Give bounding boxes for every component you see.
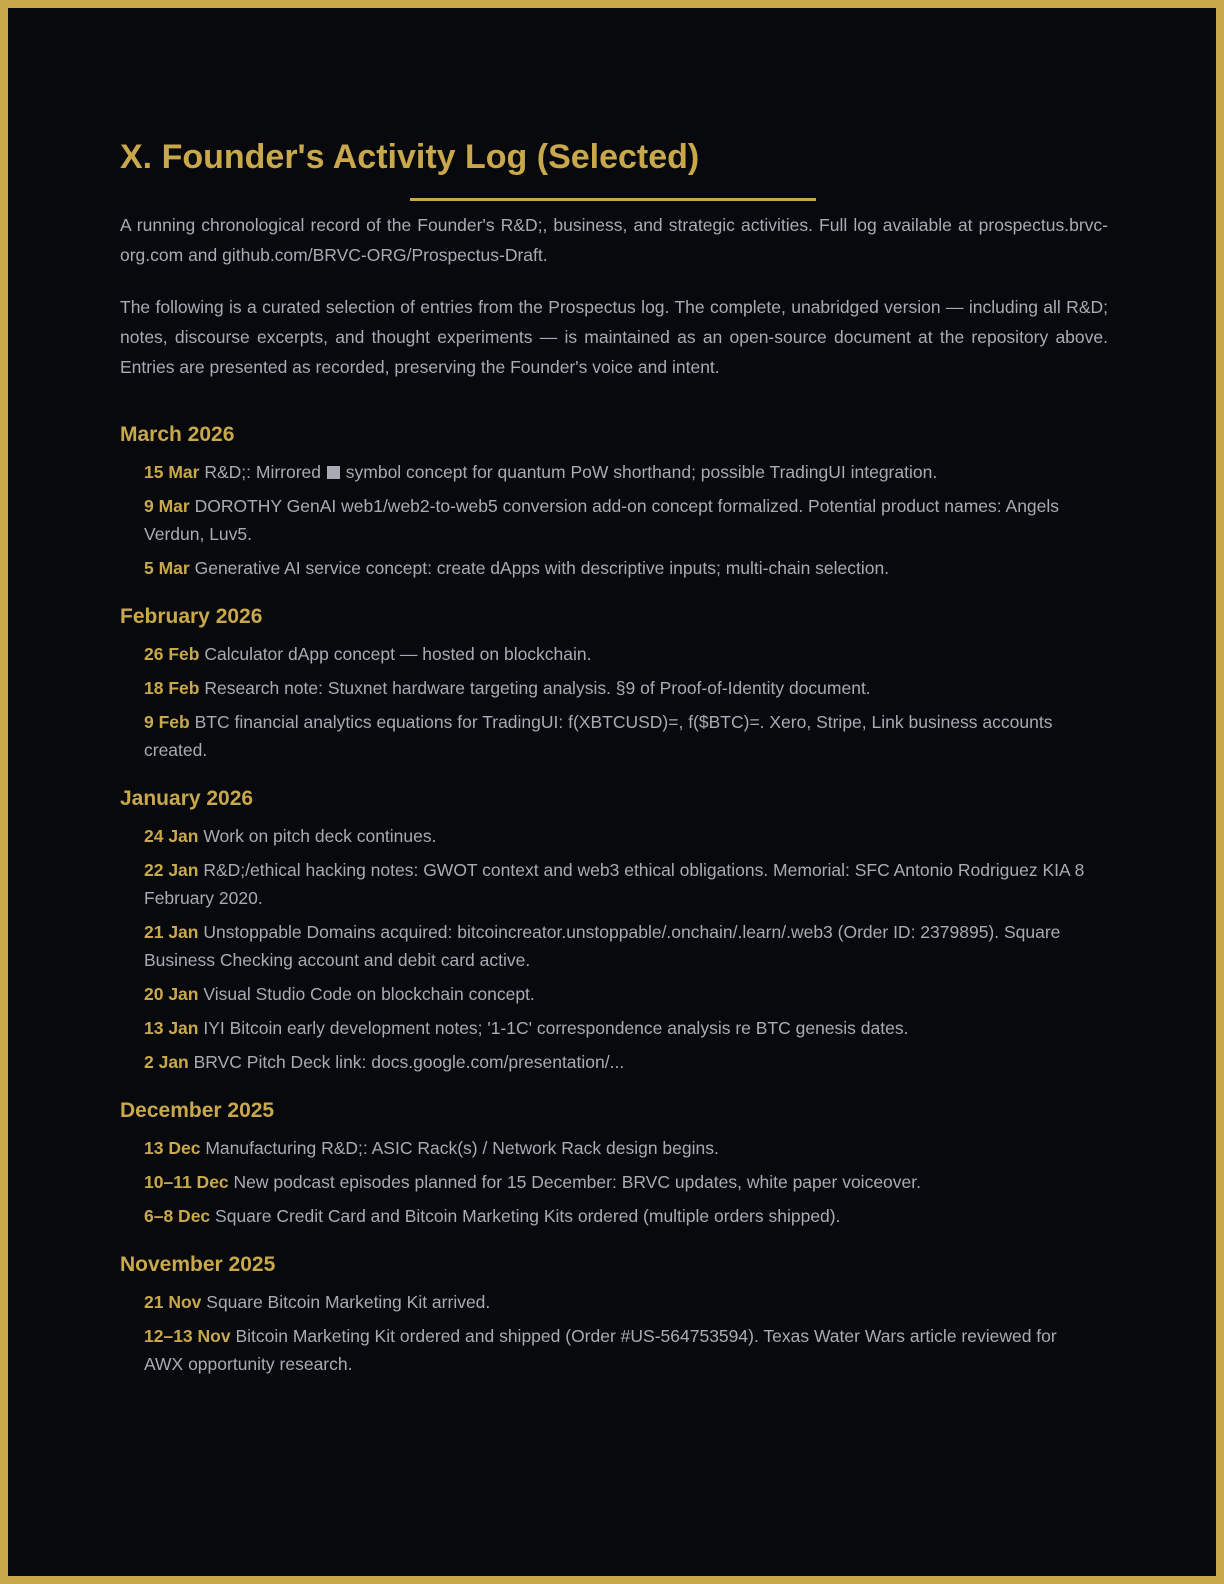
activity-log [120,420,1108,1378]
entry-date: 22 Jan [144,860,199,880]
log-entry [144,1202,1108,1230]
entry-text-continued: symbol concept for quantum PoW shorthand; possible TradingUI integration. [345,462,938,482]
log-entry [144,674,1108,702]
entry-date: 9 Mar [144,496,190,516]
intro-paragraph-2: The following is a curated selection of entries from the Prospectus log. The complete, unabridged version — including all R&D; notes, discourse excerpts, and thought experiments — is maintained as an open-source document at the repository above. Entries are presented as recorded, preserving the Founder's voice and intent. [120,297,1108,377]
month-section-february-2026 [120,602,1108,764]
entry-date: 2 Jan [144,1052,189,1072]
entry-date: 6–8 Dec [144,1206,211,1226]
entry-text: Generative AI service concept: create dApps with descriptive inputs; multi-chain selection. [194,558,890,578]
entry-text: R&D;: Mirrored [204,462,322,482]
page-frame [8,8,1216,1576]
entry-text: Visual Studio Code on blockchain concept. [203,984,535,1004]
entry-date: 18 Feb [144,678,200,698]
month-heading: March 2026 [120,423,235,446]
log-entry [144,1048,1108,1076]
entry-date: 26 Feb [144,644,200,664]
entry-text: R&D;/ethical hacking notes: GWOT context and web3 ethical obligations. Memorial: SFC Antonio Rodriguez KIA 8 February 2020. [144,860,1085,908]
intro-paragraph-1: A running chronological record of the Founder's R&D;, business, and strategic activities. Full log available at prospectus.brvc-org.com and github.com/BRVC-ORG/Prospectus-Draft. [120,215,1108,265]
entry-text: BRVC Pitch Deck link: docs.google.com/presentation/... [193,1052,625,1072]
entry-text: Square Bitcoin Marketing Kit arrived. [206,1292,491,1312]
entry-date: 13 Jan [144,1018,199,1038]
month-heading: January 2026 [120,787,254,810]
month-section-november-2025 [120,1250,1108,1378]
filled-square-icon [327,466,340,479]
entry-text: Work on pitch deck continues. [203,826,437,846]
page-title: X. Founder's Activity Log (Selected) [120,138,700,176]
month-section-march-2026 [120,420,1108,582]
log-entry [144,458,1108,486]
entry-date: 10–11 Dec [144,1172,229,1192]
entry-date: 15 Mar [144,462,200,482]
log-entry [144,1288,1108,1316]
entry-text: New podcast episodes planned for 15 December: BRVC updates, white paper voiceover. [233,1172,921,1192]
log-entry [144,980,1108,1008]
entry-date: 12–13 Nov [144,1326,231,1346]
month-section-december-2025 [120,1096,1108,1230]
entry-date: 21 Jan [144,922,199,942]
entry-text: IYI Bitcoin early development notes; '1-1C' correspondence analysis re BTC genesis dates. [203,1018,909,1038]
month-heading: December 2025 [120,1099,275,1122]
entry-date: 5 Mar [144,558,190,578]
entry-date: 9 Feb [144,712,190,732]
log-entry [144,640,1108,668]
log-entry [144,1134,1108,1162]
log-entry [144,1014,1108,1042]
entry-text: Bitcoin Marketing Kit ordered and shipped (Order #US-564753594). Texas Water Wars article reviewed for AWX opportunity research. [144,1326,1057,1374]
log-entry [144,856,1108,912]
entry-date: 21 Nov [144,1292,202,1312]
entry-text: DOROTHY GenAI web1/web2-to-web5 conversion add-on concept formalized. Potential product names: Angels Verdun, Luv5. [144,496,1060,544]
entry-text: Calculator dApp concept — hosted on blockchain. [204,644,592,664]
document-content [120,136,1108,1398]
entry-date: 20 Jan [144,984,199,1004]
log-entry [144,1168,1108,1196]
title-underline [410,198,816,201]
entry-text: BTC financial analytics equations for TradingUI: f(XBTCUSD)=, f($BTC)=. Xero, Stripe, Link business accounts created. [144,712,1053,760]
entry-text: Research note: Stuxnet hardware targeting analysis. §9 of Proof-of-Identity document. [204,678,871,698]
month-section-january-2026 [120,784,1108,1076]
entry-date: 24 Jan [144,826,199,846]
log-entry [144,554,1108,582]
entry-text: Square Credit Card and Bitcoin Marketing Kits ordered (multiple orders shipped). [215,1206,841,1226]
entry-date: 13 Dec [144,1138,201,1158]
log-entry [144,708,1108,764]
month-heading: February 2026 [120,605,263,628]
entry-text: Manufacturing R&D;: ASIC Rack(s) / Network Rack design begins. [205,1138,719,1158]
log-entry [144,492,1108,548]
log-entry [144,1322,1108,1378]
log-entry [144,918,1108,974]
entry-text: Unstoppable Domains acquired: bitcoincreator.unstoppable/.onchain/.learn/.web3 (Order ID: 2379895). Square Business Checking account and debit card active. [144,922,1061,970]
month-heading: November 2025 [120,1253,276,1276]
log-entry [144,822,1108,850]
